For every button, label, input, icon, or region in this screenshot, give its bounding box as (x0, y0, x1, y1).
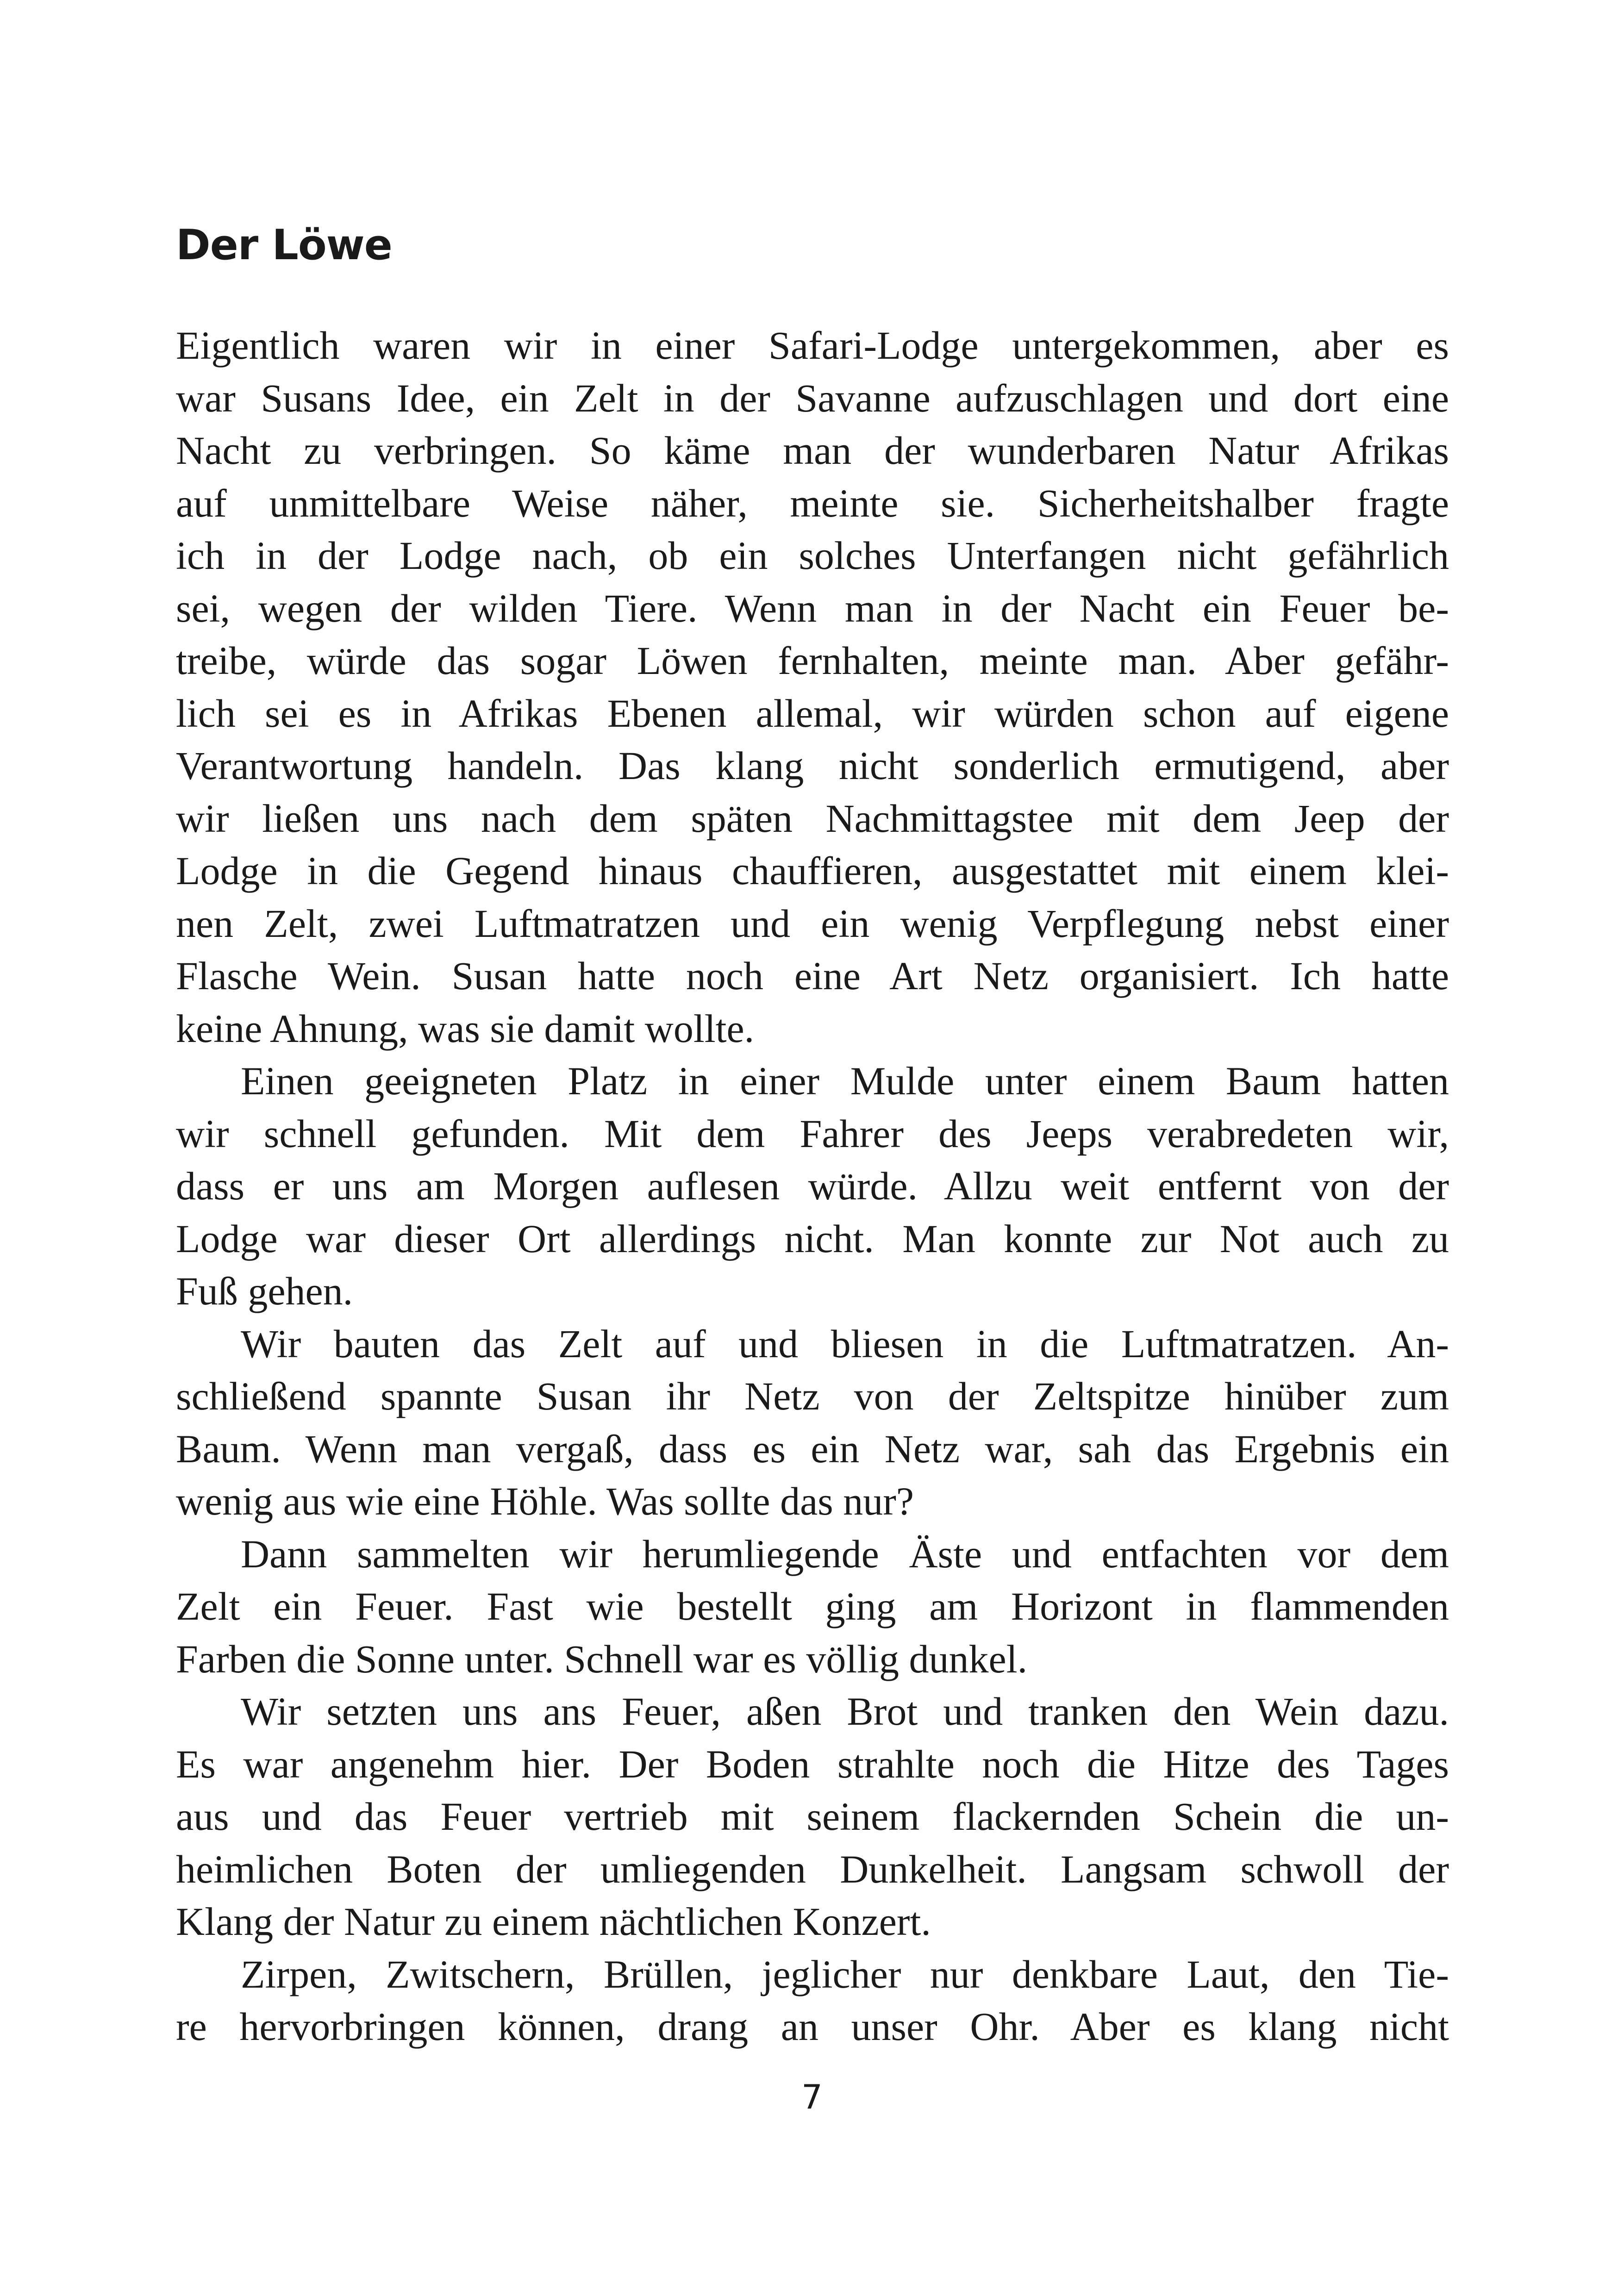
text-line: Flasche Wein. Susan hatte noch eine Art Netz organisiert. Ich hatte (176, 954, 1449, 998)
text-line: Zelt ein Feuer. Fast wie bestellt ging am Horizont in flammenden (176, 1584, 1449, 1628)
text-line: Lodge war dieser Ort allerdings nicht. Man konnte zur Not auch zu (176, 1216, 1449, 1261)
text-line: Wir setzten uns ans Feuer, aßen Brot und tranken den Wein dazu. (241, 1689, 1449, 1734)
text-line: Klang der Natur zu einem nächtlichen Konzert. (176, 1899, 931, 1944)
text-line: war Susans Idee, ein Zelt in der Savanne aufzuschlagen und dort eine (176, 375, 1449, 420)
text-line: lich sei es in Afrikas Ebenen allemal, wir würden schon auf eigene (176, 691, 1449, 736)
body-text (176, 319, 1449, 2053)
text-line: sei, wegen der wilden Tiere. Wenn man in der Nacht ein Feuer be- (176, 586, 1449, 630)
text-line: Zirpen, Zwitschern, Brüllen, jeglicher nur denkbare Laut, den Tie- (241, 1952, 1449, 1996)
text-line: treibe, würde das sogar Löwen fernhalten, meinte man. Aber gefähr- (176, 638, 1449, 683)
text-line: Fuß gehen. (176, 1269, 353, 1313)
text-line: Lodge in die Gegend hinaus chauffieren, ausgestattet mit einem klei- (176, 848, 1449, 893)
text-line: re hervorbringen können, drang an unser Ohr. Aber es klang nicht (176, 2004, 1449, 2049)
text-line: wenig aus wie eine Höhle. Was sollte das nur? (176, 1479, 914, 1523)
page-number: 7 (801, 2077, 823, 2116)
text-line: keine Ahnung, was sie damit wollte. (176, 1006, 755, 1051)
text-line: Nacht zu verbringen. So käme man der wunderbaren Natur Afrikas (176, 428, 1449, 473)
text-line: Eigentlich waren wir in einer Safari-Lodge untergekommen, aber es (176, 323, 1449, 368)
text-line: Farben die Sonne unter. Schnell war es völlig dunkel. (176, 1636, 1028, 1681)
text-line: dass er uns am Morgen auflesen würde. Allzu weit entfernt von der (176, 1164, 1449, 1208)
text-line: wir ließen uns nach dem späten Nachmittagstee mit dem Jeep der (176, 796, 1449, 841)
text-line: Wir bauten das Zelt auf und bliesen in die Luftmatratzen. An- (241, 1321, 1449, 1366)
text-line: ich in der Lodge nach, ob ein solches Unterfangen nicht gefährlich (176, 533, 1449, 578)
text-line: Dann sammelten wir herumliegende Äste und entfachten vor dem (241, 1531, 1449, 1576)
chapter-heading: Der Löwe (176, 221, 392, 269)
text-line: auf unmittelbare Weise näher, meinte sie. Sicherheitshalber fragte (176, 480, 1449, 525)
text-line: Verantwortung handeln. Das klang nicht sonderlich ermutigend, aber (176, 743, 1449, 788)
text-line: heimlichen Boten der umliegenden Dunkelheit. Langsam schwoll der (176, 1846, 1449, 1891)
text-line: Baum. Wenn man vergaß, dass es ein Netz war, sah das Ergebnis ein (176, 1426, 1449, 1471)
text-line: aus und das Feuer vertrieb mit seinem flackernden Schein die un- (176, 1794, 1449, 1839)
text-line: Einen geeigneten Platz in einer Mulde unter einem Baum hatten (241, 1059, 1449, 1103)
text-line: nen Zelt, zwei Luftmatratzen und ein wenig Verpflegung nebst einer (176, 901, 1449, 946)
text-line: Es war angenehm hier. Der Boden strahlte noch die Hitze des Tages (176, 1741, 1449, 1786)
text-line: wir schnell gefunden. Mit dem Fahrer des Jeeps verabredeten wir, (176, 1111, 1449, 1156)
text-line: schließend spannte Susan ihr Netz von der Zeltspitze hinüber zum (176, 1374, 1449, 1418)
